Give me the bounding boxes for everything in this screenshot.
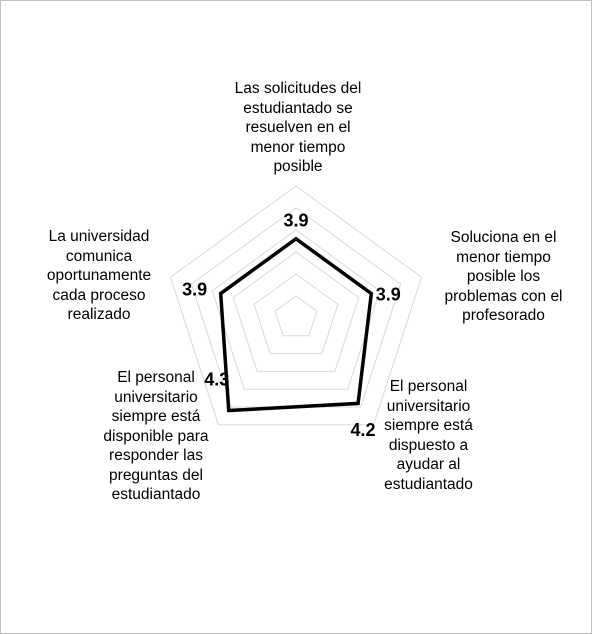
value-label: 3.9 (283, 210, 309, 231)
value-label: 4.3 (204, 369, 230, 390)
value-label: 3.9 (182, 279, 208, 300)
category-label-soluciona: Soluciona en el menor tiempo posible los problemas con el profesorado (444, 229, 563, 324)
value-label: 3.9 (375, 284, 401, 305)
category-label-disponible: El personal universitario siempre está disponible para responder las preguntas del estudiantado (103, 369, 209, 503)
value-label: 4.2 (350, 420, 376, 441)
category-label-dispuesto: El personal universitario siempre está dispuesto a ayudar al estudiantado (384, 378, 473, 493)
grid-ring (254, 274, 338, 354)
category-label-solicitudes: Las solicitudes del estudiantado se resuelven en el menor tiempo posible (234, 80, 362, 175)
category-label-comunica: La universidad comunica oportunamente cada proceso realizado (46, 228, 152, 323)
grid-ring (275, 296, 317, 336)
